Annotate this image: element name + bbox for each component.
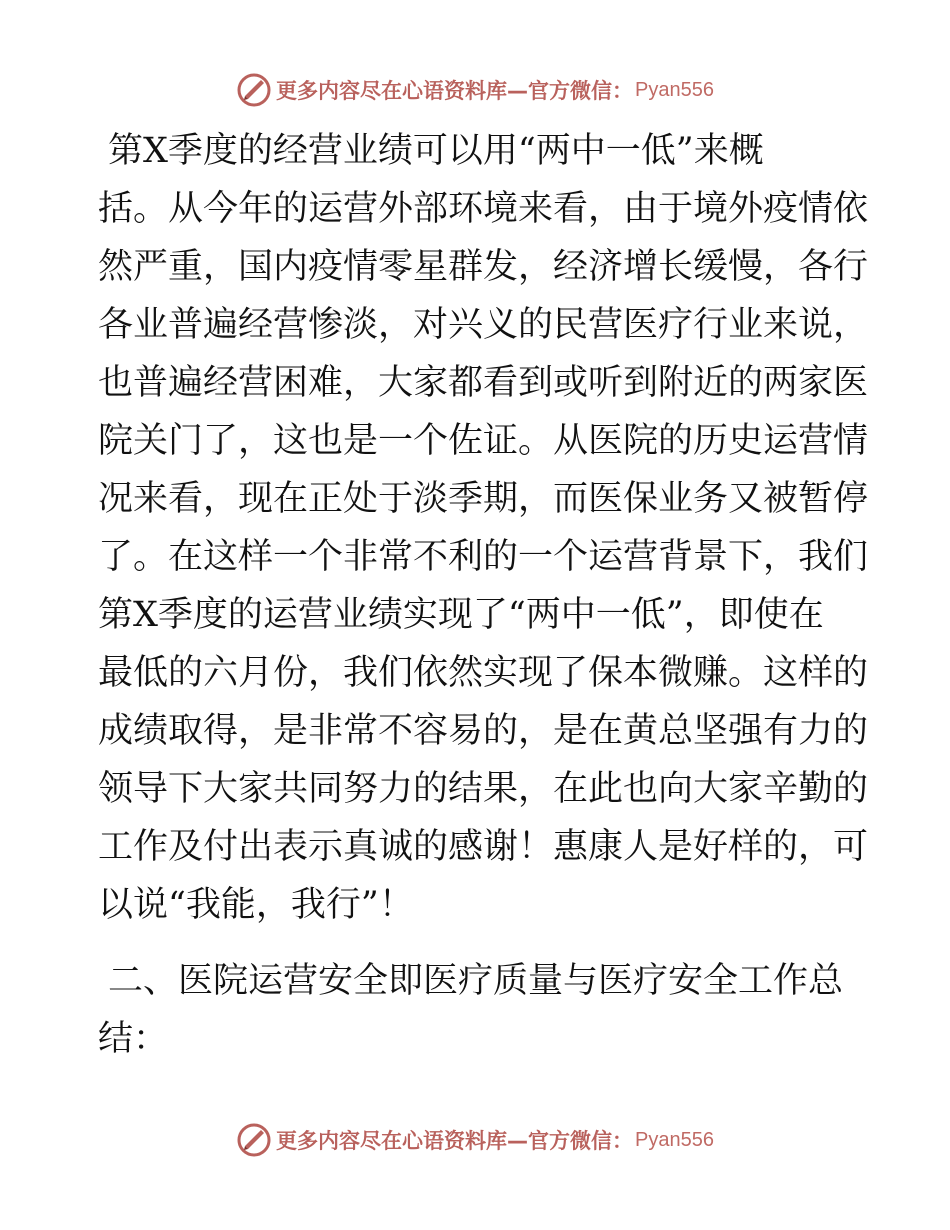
text-line: 况来看，现在正处于淡季期，而医保业务又被暂停 bbox=[98, 479, 869, 519]
watermark-header bbox=[0, 70, 950, 110]
text-line: 第X季度的运营业绩实现了“两中一低”，即使在 bbox=[98, 595, 824, 635]
text-line: 了。在这样一个非常不利的一个运营背景下，我们 bbox=[98, 537, 869, 577]
paragraph-performance bbox=[98, 122, 869, 934]
logo-icon bbox=[236, 1122, 272, 1158]
logo-icon bbox=[236, 72, 272, 108]
watermark-text: 更多内容尽在心语资料库—官方微信： bbox=[276, 1129, 634, 1153]
text-line: 以说“我能，我行”！ bbox=[98, 885, 414, 925]
document-body bbox=[98, 122, 869, 1068]
text-line: 领导下大家共同努力的结果，在此也向大家辛勤的 bbox=[98, 769, 869, 809]
text-line: 工作及付出表示真诚的感谢！惠康人是好样的，可 bbox=[98, 827, 869, 867]
watermark-id: Pyan556 bbox=[635, 78, 714, 101]
watermark-id: Pyan556 bbox=[635, 1128, 714, 1151]
text-line: 也普遍经营困难，大家都看到或听到附近的两家医 bbox=[98, 363, 869, 403]
watermark-footer bbox=[0, 1120, 950, 1160]
heading-line: 二、医院运营安全即医疗质量与医疗安全工作总 bbox=[108, 961, 844, 1001]
text-line: 院关门了，这也是一个佐证。从医院的历史运营情 bbox=[98, 421, 869, 461]
text-line: 最低的六月份，我们依然实现了保本微赚。这样的 bbox=[98, 653, 869, 693]
section-heading bbox=[98, 952, 858, 1068]
text-line: 各业普遍经营惨淡，对兴义的民营医疗行业来说， bbox=[98, 305, 869, 345]
text-line: 第X季度的经营业绩可以用“两中一低”来概 bbox=[108, 131, 764, 171]
text-line: 成绩取得，是非常不容易的，是在黄总坚强有力的 bbox=[98, 711, 869, 751]
text-line: 括。从今年的运营外部环境来看，由于境外疫情依 bbox=[98, 189, 869, 229]
text-line: 然严重，国内疫情零星群发，经济增长缓慢，各行 bbox=[98, 247, 869, 287]
heading-line: 结： bbox=[98, 1019, 169, 1059]
watermark-text: 更多内容尽在心语资料库—官方微信： bbox=[276, 79, 634, 103]
